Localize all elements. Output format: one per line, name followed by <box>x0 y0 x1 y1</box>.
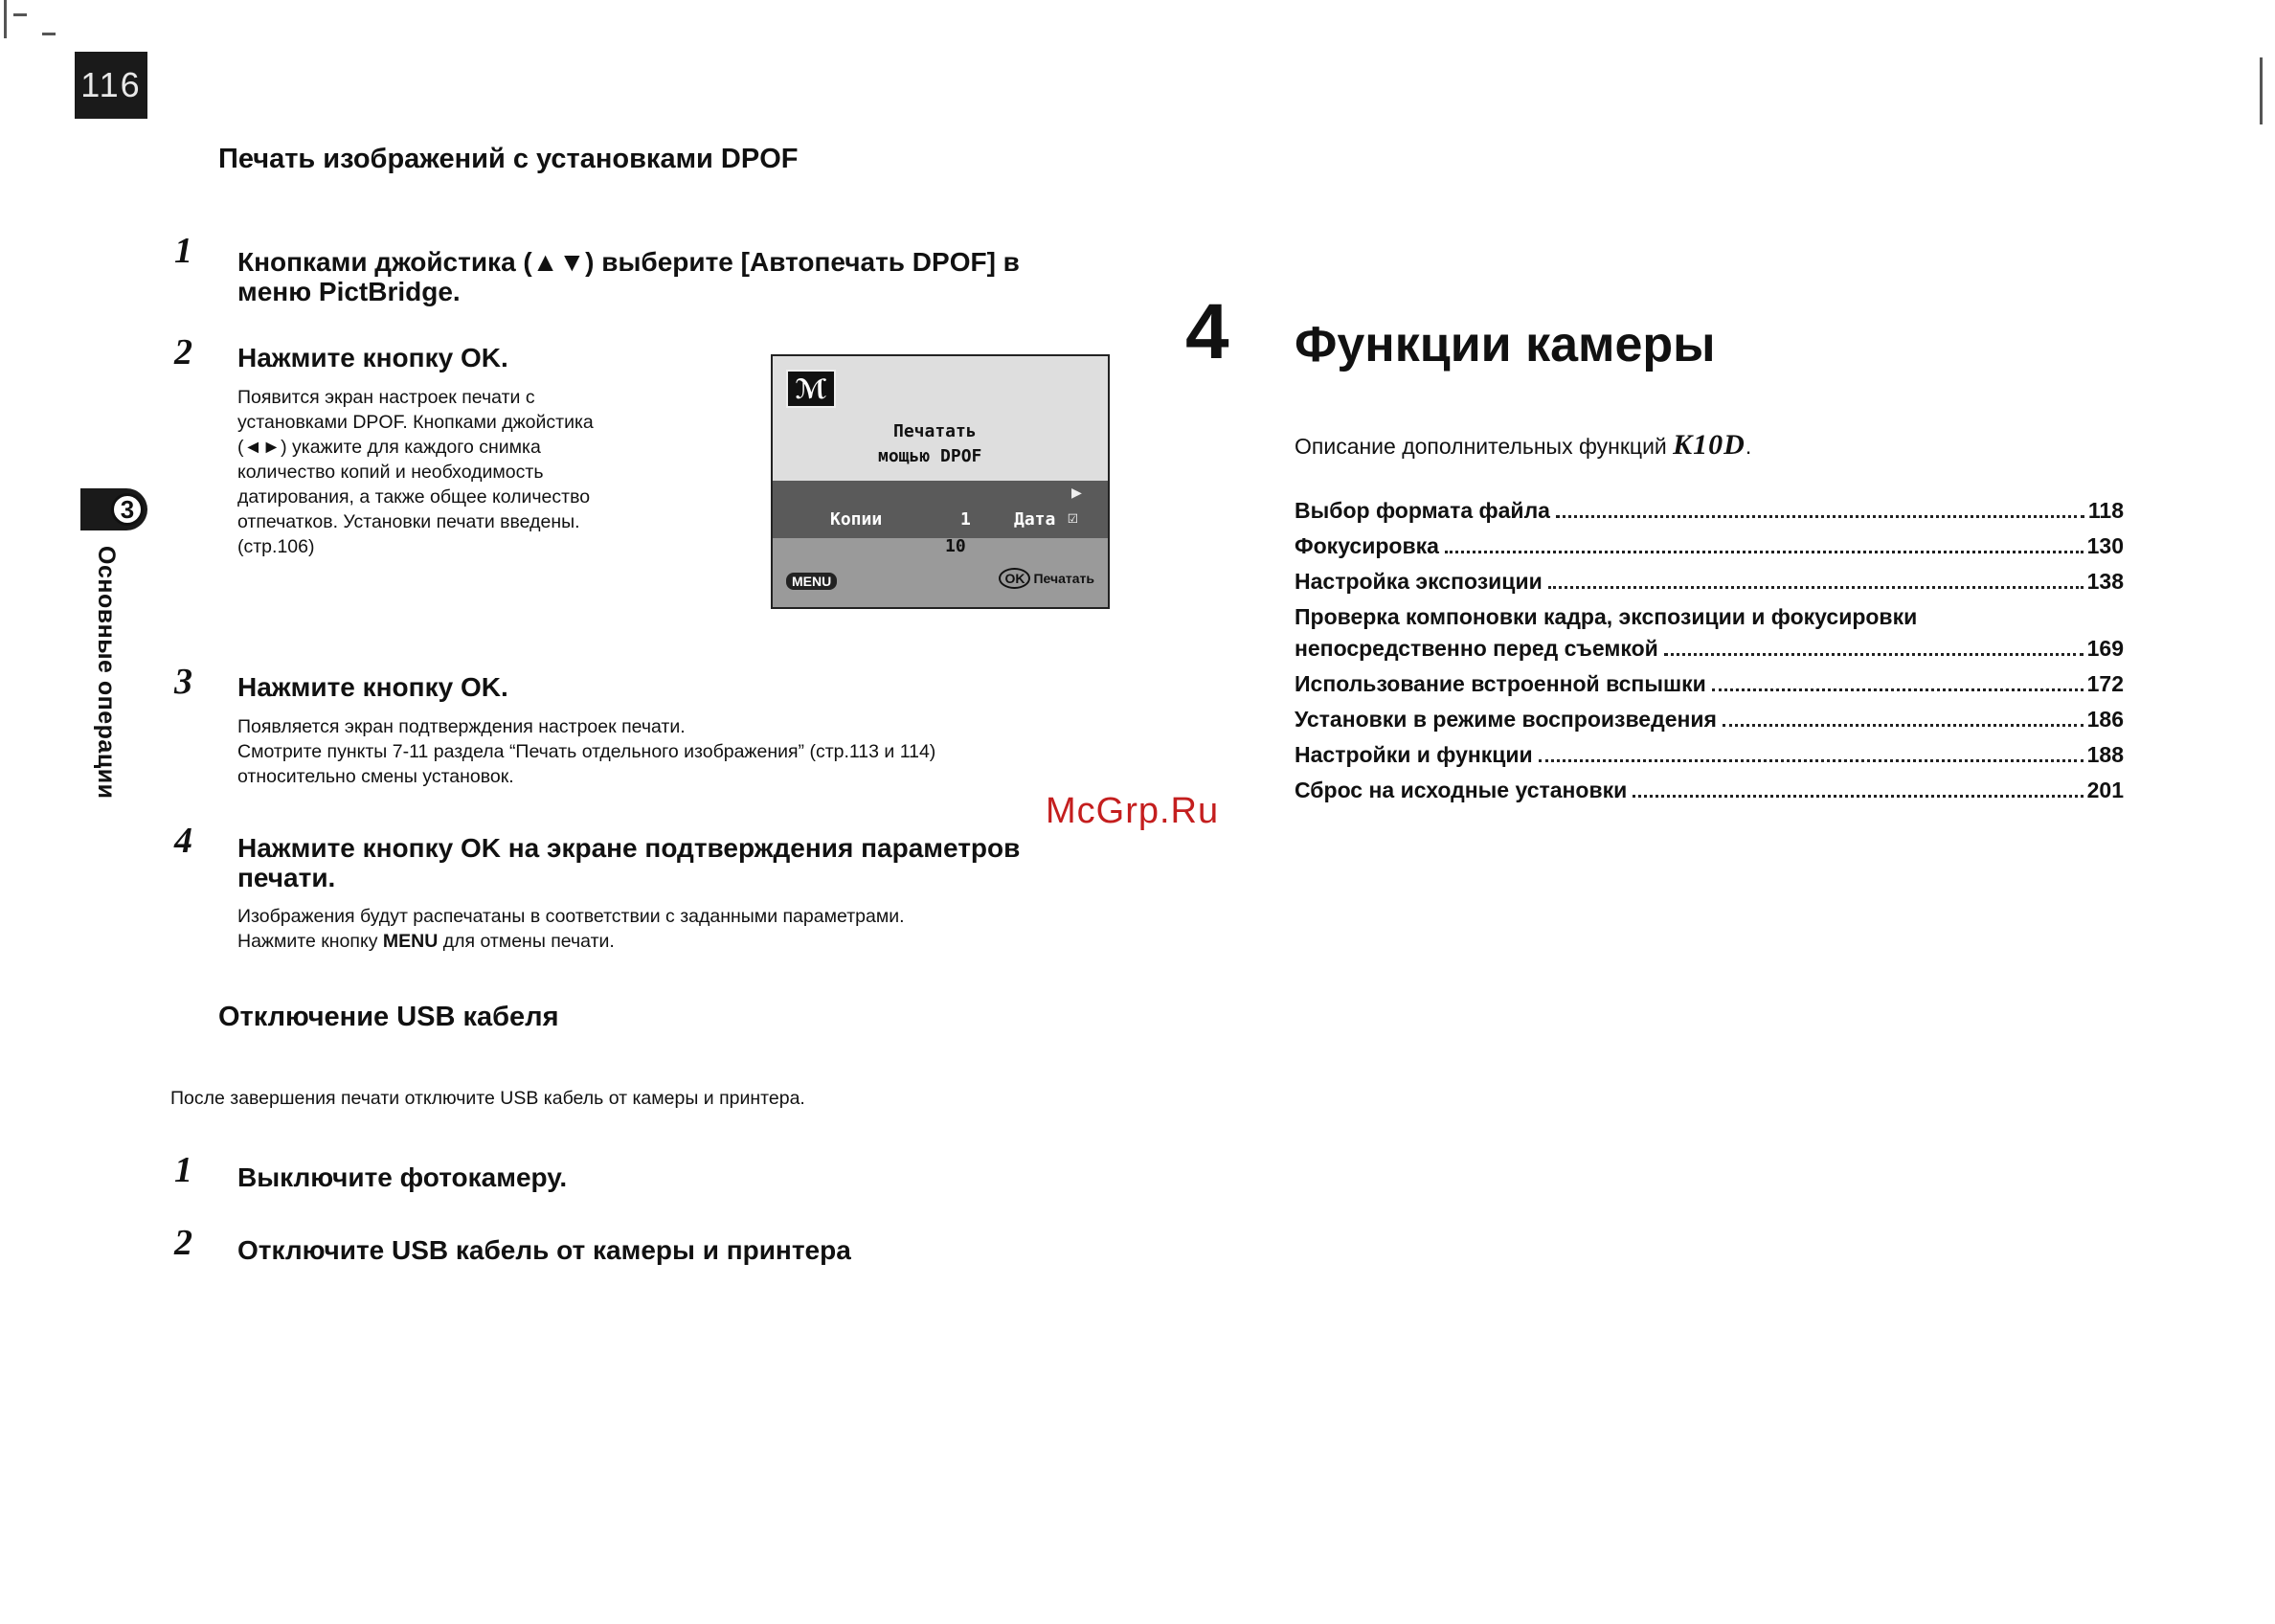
section-title-dpof: Печать изображений с установками DPOF <box>218 144 799 174</box>
screen-ok-print <box>999 571 1094 586</box>
step-title: Кнопками джойстика (▲▼) выберите [Автопечать DPOF] в меню PictBridge. <box>237 247 1020 306</box>
pictbridge-icon: ℳ <box>786 370 836 408</box>
toc-item[interactable] <box>1295 707 2124 742</box>
watermark: McGrp.Ru <box>1046 791 1220 831</box>
screen-copies-label: Копии <box>830 509 883 530</box>
toc-item[interactable] <box>1295 671 2124 707</box>
step-body <box>237 385 755 559</box>
body-line: Появляется экран подтверждения настроек печати. <box>237 716 686 737</box>
section-intro: После завершения печати отключите USB кабель от камеры и принтера. <box>170 1088 805 1109</box>
ok-button-icon: OK <box>999 568 1030 589</box>
step-number: 2 <box>174 332 192 372</box>
body-line <box>237 929 1099 954</box>
toc-item[interactable] <box>1295 778 2124 813</box>
toc-item-label: Настройки и функции <box>1295 742 1533 767</box>
toc-item-label: Использование встроенной вспышки <box>1295 671 1706 696</box>
chapter-side-tab <box>80 488 151 833</box>
body-line: Появится экран настроек печати с <box>237 387 535 408</box>
body-line: Изображения будут распечатаны в соответствии с заданными параметрами. <box>237 906 905 927</box>
screen-menu-button: MENU <box>786 573 837 590</box>
toc-leader <box>1548 586 2084 589</box>
toc-leader <box>1723 724 2084 727</box>
screen-total-value: 10 <box>945 536 966 556</box>
toc-leader <box>1633 795 2083 798</box>
checkbox-icon: ☑ <box>1068 508 1078 528</box>
toc-item-page: 138 <box>2086 569 2124 594</box>
toc-item-page: 169 <box>2086 636 2124 661</box>
screen-line2: мощью DPOF <box>878 446 982 466</box>
body-line: (◄►) укажите для каждого снимка <box>237 437 541 458</box>
scan-mark <box>2260 57 2263 124</box>
toc-item[interactable] <box>1295 636 2124 671</box>
description-end: . <box>1745 434 1752 459</box>
step-title: Нажмите кнопку OK. <box>237 343 508 372</box>
toc-item-label: Установки в режиме воспроизведения <box>1295 707 1717 732</box>
toc-item-page: 118 <box>2087 498 2124 523</box>
section-title-usb: Отключение USB кабеля <box>218 1002 559 1032</box>
screen-ok-label: Печатать <box>1033 571 1094 586</box>
toc-item-page: 201 <box>2086 778 2124 802</box>
toc-item-page: 130 <box>2086 533 2124 558</box>
toc-item[interactable] <box>1295 498 2124 533</box>
chapter-badge-number: 3 <box>111 493 144 526</box>
screen-date-label: Дата <box>1014 509 1056 530</box>
step-title-line: печати. <box>237 863 336 892</box>
step-title: Отключите USB кабель от камеры и принтера <box>237 1235 851 1265</box>
step-number: 1 <box>174 231 192 271</box>
step-body <box>237 714 1138 789</box>
screen-line1: Печатать <box>893 421 977 441</box>
chapter-badge <box>80 488 147 530</box>
step-number: 3 <box>174 662 192 702</box>
step-title-line: Нажмите кнопку OK на экране подтверждения параметров <box>237 833 1021 863</box>
toc-leader <box>1556 515 2084 518</box>
camera-model-logo: K10D <box>1673 429 1746 461</box>
toc-item-label: Фокусировка <box>1295 533 1439 558</box>
toc-item[interactable] <box>1295 533 2124 569</box>
toc-item-page: 172 <box>2086 671 2124 696</box>
body-line: (стр.106) <box>237 536 315 557</box>
toc-item-label: Выбор формата файла <box>1295 498 1550 523</box>
toc-item[interactable] <box>1295 569 2124 604</box>
body-text: для отмены печати. <box>438 931 615 952</box>
toc-leader <box>1539 759 2084 762</box>
body-line: Смотрите пункты 7-11 раздела “Печать отдельного изображения” (стр.113 и 114) <box>237 741 936 762</box>
toc-leader <box>1445 551 2084 553</box>
scan-mark <box>4 0 7 38</box>
step-title: Нажмите кнопку OK. <box>237 672 508 702</box>
step-body <box>237 904 1099 954</box>
body-line: относительно смены установок. <box>237 766 514 787</box>
step-number: 1 <box>174 1150 192 1190</box>
body-line: количество копий и необходимость <box>237 462 544 483</box>
toc-item-label: Настройка экспозиции <box>1295 569 1543 594</box>
toc-item-page: 188 <box>2086 742 2124 767</box>
step-number: 4 <box>174 821 192 861</box>
screen-bg-mid <box>773 481 1108 538</box>
arrow-right-icon: ▶ <box>1071 483 1082 503</box>
scan-mark <box>13 13 27 16</box>
body-text: Нажмите кнопку <box>237 931 383 952</box>
step-title: Выключите фотокамеру. <box>237 1162 568 1192</box>
page-number: 116 <box>75 52 147 119</box>
toc-item-label-line1: Проверка компоновки кадра, экспозиции и фокусировки <box>1295 604 1918 629</box>
chapter-description <box>1295 429 1751 462</box>
chapter-number: 4 <box>1185 288 1229 375</box>
body-line: датирования, а также общее количество <box>237 486 591 508</box>
step-number: 2 <box>174 1223 192 1263</box>
scan-mark <box>42 33 56 35</box>
body-line: отпечатков. Установки печати введены. <box>237 511 580 532</box>
screen-copies-value: 1 <box>960 509 971 530</box>
toc-item[interactable] <box>1295 742 2124 778</box>
description-text: Описание дополнительных функций <box>1295 434 1667 459</box>
body-line: установками DPOF. Кнопками джойстика <box>237 412 594 433</box>
chapter-title: Функции камеры <box>1295 317 1716 372</box>
step-title <box>237 833 1128 892</box>
chapter-side-label: Основные операции <box>93 546 120 800</box>
toc-leader <box>1664 653 2084 656</box>
camera-lcd-screen <box>771 354 1110 609</box>
toc-item-page: 186 <box>2086 707 2124 732</box>
toc-item-label: Сброс на исходные установки <box>1295 778 1628 802</box>
toc-item-label: непосредственно перед съемкой <box>1295 636 1658 661</box>
toc-leader <box>1712 688 2084 691</box>
menu-key: MENU <box>382 931 439 952</box>
table-of-contents <box>1295 498 2124 813</box>
